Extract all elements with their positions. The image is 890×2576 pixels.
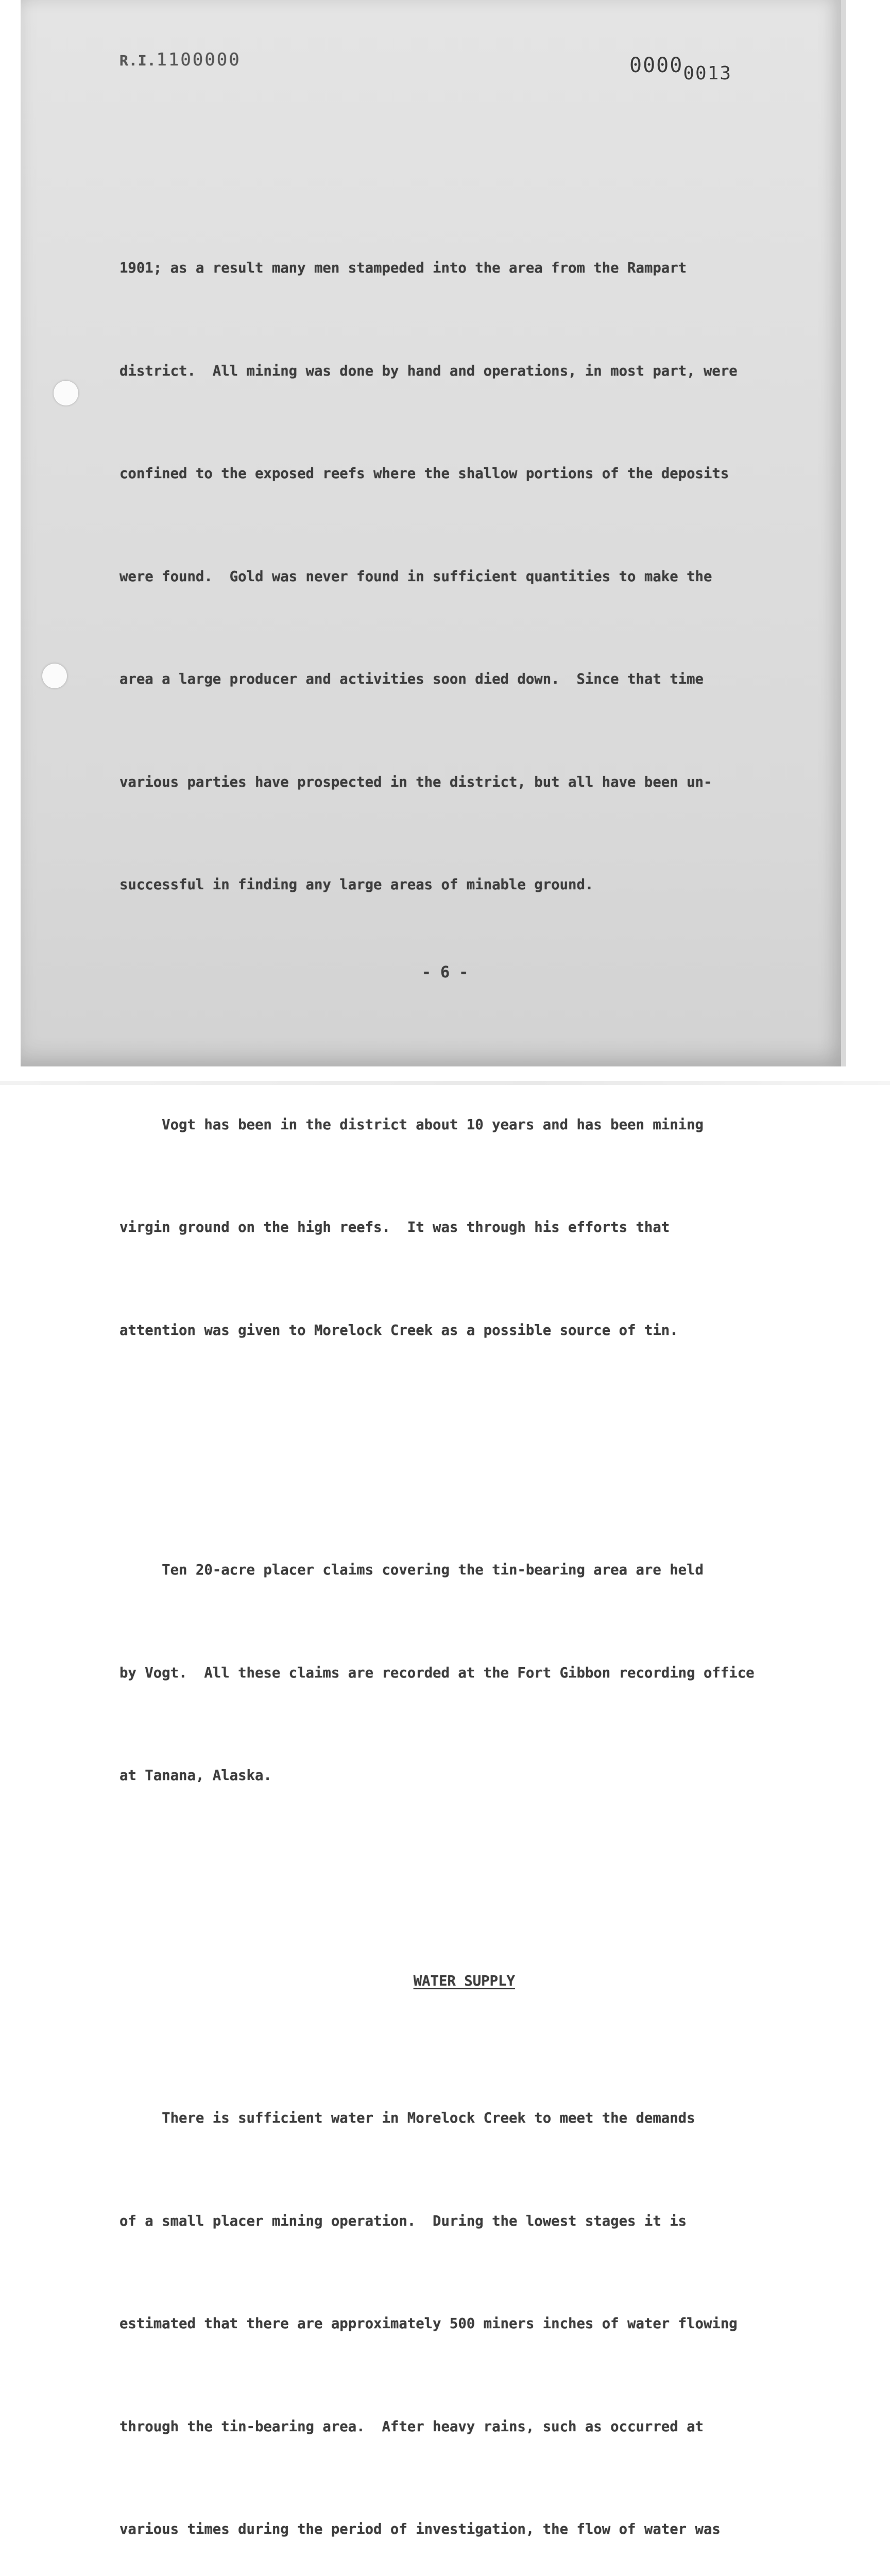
text-line: There is sufficient water in Morelock Creek to meet the demands (119, 2110, 695, 2126)
paragraph-3 (119, 1485, 789, 1862)
report-id-digits: 1100000 (156, 49, 241, 70)
text-line: area a large producer and activities soon died down. Since that time (119, 671, 704, 687)
text-line: estimated that there are approximately 500 miners inches of water flowing (119, 2316, 738, 2332)
paragraph-2 (119, 1040, 789, 1417)
text-line: successful in finding any large areas of minable ground. (119, 877, 594, 893)
text-line: virgin ground on the high reefs. It was through his efforts that (119, 1219, 670, 1235)
text-line: Ten 20-acre placer claims covering the tin-bearing area are held (119, 1562, 704, 1578)
text-line: confined to the exposed reefs where the shallow portions of the deposits (119, 466, 729, 482)
text-line: Vogt has been in the district about 10 years and has been mining (119, 1116, 704, 1133)
page-stamp-suffix: 0013 (683, 63, 732, 84)
text-line: by Vogt. All these claims are recorded at the Fort Gibbon recording office (119, 1665, 755, 1681)
text-line: through the tin-bearing area. After heavy rains, such as occurred at (119, 2418, 704, 2435)
text-line: various parties have prospected in the district, but all have been un- (119, 774, 712, 790)
section-heading-text: WATER SUPPLY (413, 1973, 515, 1989)
text-line: of a small placer mining operation. During the lowest stages it is (119, 2213, 687, 2229)
document-body (119, 114, 789, 2576)
text-line: various times during the period of investigation, the flow of water was (119, 2521, 721, 2537)
page-number: - 6 - (421, 963, 469, 981)
text-line: 1901; as a result many men stampeded into the area from the Rampart (119, 260, 687, 276)
punch-hole-top (54, 381, 78, 405)
punch-hole-bottom (42, 664, 67, 688)
section-heading (119, 1930, 758, 1989)
page-stamp-prefix: 0000 (629, 54, 683, 77)
report-id-label: R.I. (119, 52, 157, 69)
paragraph-1 (119, 183, 789, 971)
text-line: at Tanana, Alaska. (119, 1768, 272, 1784)
paragraph-4 (119, 2033, 789, 2576)
text-line: were found. Gold was never found in sufficient quantities to make the (119, 568, 712, 585)
sheet-edge-shadow (841, 0, 846, 1066)
page-stamp-number (629, 54, 732, 84)
text-line: attention was given to Morelock Creek as a possible source of tin. (119, 1322, 678, 1338)
text-line: district. All mining was done by hand and operations, in most part, were (119, 363, 738, 379)
report-number (119, 49, 241, 70)
